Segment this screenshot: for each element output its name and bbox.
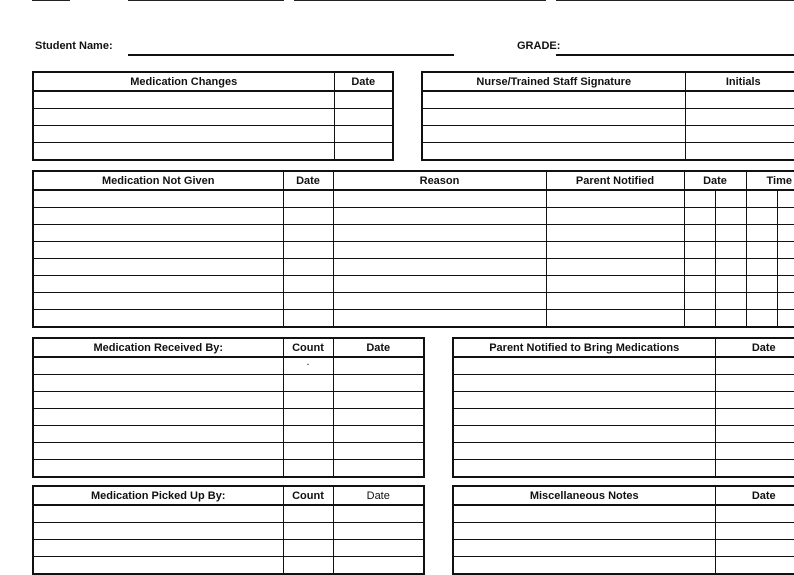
table-cell[interactable] [453,357,715,375]
table-row [422,126,794,143]
table-cell[interactable] [333,293,546,310]
table-cell[interactable] [334,109,393,126]
table-row [33,242,794,259]
table-row [33,208,794,225]
medication-picked-up-header: Medication Picked Up By: [33,486,283,505]
table-row [33,91,393,109]
table-cell[interactable] [333,208,546,225]
table-cell[interactable] [715,225,746,242]
table-header-row [33,171,794,190]
table-cell[interactable] [453,409,715,426]
table-cell[interactable] [546,293,684,310]
table-cell[interactable] [684,259,715,276]
table-cell[interactable] [33,91,334,109]
table-row [453,357,794,375]
table-cell[interactable] [684,276,715,293]
table-cell[interactable] [546,276,684,293]
table-header-row [33,486,424,505]
table-cell[interactable] [33,293,283,310]
table-cell[interactable] [33,426,283,443]
table-row [453,540,794,557]
table-cell[interactable] [715,426,794,443]
table-cell[interactable] [283,523,333,540]
table-cell[interactable] [334,143,393,161]
parent-notified-header: Parent Notified [546,171,684,190]
table-row [33,409,424,426]
table-row [453,460,794,478]
table-row [33,392,424,409]
table-cell[interactable] [453,443,715,460]
table-cell[interactable] [33,540,283,557]
table-cell[interactable] [453,392,715,409]
table-cell[interactable] [746,310,777,328]
table-cell[interactable] [685,109,794,126]
count-header: Count [283,338,333,357]
table-cell[interactable] [333,409,424,426]
medication-not-given-header: Medication Not Given [33,171,283,190]
table-cell[interactable]: . [283,357,333,375]
table-cell[interactable] [33,208,283,225]
table-cell[interactable] [715,392,794,409]
date-header: Date [333,486,424,505]
table-cell[interactable] [33,109,334,126]
table-row [33,310,794,328]
notified-date-header: Date [684,171,746,190]
table-cell[interactable] [33,523,283,540]
table-row [33,357,424,375]
table-cell[interactable] [685,143,794,161]
table-cell[interactable] [453,523,715,540]
table-row [453,557,794,575]
table-cell[interactable] [333,523,424,540]
table-cell[interactable] [33,392,283,409]
table-cell[interactable] [33,505,283,523]
table-row [33,443,424,460]
table-cell[interactable] [453,505,715,523]
table-cell[interactable] [746,242,777,259]
table-cell[interactable] [546,242,684,259]
date-header: Date [333,338,424,357]
top-rule-1 [32,0,70,1]
table-cell[interactable] [33,276,283,293]
table-row [422,143,794,161]
table-cell[interactable] [715,242,746,259]
table-header-row [33,338,424,357]
table-cell[interactable] [283,392,333,409]
table-cell[interactable] [746,259,777,276]
table-cell[interactable] [715,557,794,575]
table-cell[interactable] [283,225,333,242]
table-cell[interactable] [746,208,777,225]
nurse-signature-header: Nurse/Trained Staff Signature [422,72,685,91]
table-cell[interactable] [746,293,777,310]
table-cell[interactable] [422,126,685,143]
table-cell[interactable] [746,225,777,242]
table-row [33,109,393,126]
table-cell[interactable] [33,557,283,575]
table-cell[interactable] [715,357,794,375]
table-cell[interactable] [777,259,794,276]
table-cell[interactable] [685,126,794,143]
table-cell[interactable] [333,460,424,478]
student-name-label: Student Name: [35,40,113,52]
table-row [33,225,794,242]
table-cell[interactable] [777,276,794,293]
table-header-row [422,72,794,91]
table-cell[interactable] [33,259,283,276]
medication-picked-up-table [32,485,425,575]
table-row [453,505,794,523]
nurse-signature-table [421,71,794,161]
table-cell[interactable] [777,242,794,259]
table-cell[interactable] [333,276,546,293]
table-header-row [453,486,794,505]
table-cell[interactable] [715,523,794,540]
table-cell[interactable] [777,310,794,328]
table-cell[interactable] [283,505,333,523]
table-cell[interactable] [333,505,424,523]
time-header: Time [746,171,794,190]
date-header: Date [715,338,794,357]
table-cell[interactable] [33,126,334,143]
count-header: Count [283,486,333,505]
table-cell[interactable] [283,443,333,460]
table-cell[interactable] [746,276,777,293]
table-cell[interactable] [453,426,715,443]
table-cell[interactable] [33,357,283,375]
table-row [33,557,424,575]
date-header: Date [715,486,794,505]
table-row [422,109,794,126]
medication-received-table [32,337,425,478]
table-cell[interactable] [777,190,794,208]
table-cell[interactable] [33,143,334,161]
table-cell[interactable] [715,190,746,208]
table-cell[interactable] [684,225,715,242]
table-cell[interactable] [453,557,715,575]
table-row [33,276,794,293]
parent-notified-bring-table [452,337,794,478]
table-cell[interactable] [453,375,715,392]
table-row [453,443,794,460]
table-cell[interactable] [33,310,283,328]
top-rule-2 [128,0,284,1]
table-cell[interactable] [333,426,424,443]
table-cell[interactable] [546,225,684,242]
table-cell[interactable] [333,392,424,409]
table-cell[interactable] [715,208,746,225]
medication-not-given-table [32,170,794,328]
table-cell[interactable] [334,91,393,109]
top-rule-4 [556,0,794,1]
table-cell[interactable] [715,540,794,557]
reason-header: Reason [333,171,546,190]
table-cell[interactable] [333,540,424,557]
table-row [453,523,794,540]
table-cell[interactable] [777,225,794,242]
table-cell[interactable] [684,310,715,328]
table-cell[interactable] [283,208,333,225]
table-cell[interactable] [777,208,794,225]
table-row [422,91,794,109]
table-row [33,523,424,540]
table-row [33,540,424,557]
table-cell[interactable] [715,505,794,523]
top-rule-3 [294,0,546,1]
table-cell[interactable] [283,409,333,426]
table-cell[interactable] [33,225,283,242]
table-cell[interactable] [333,375,424,392]
parent-notified-bring-header: Parent Notified to Bring Medications [453,338,715,357]
table-cell[interactable] [33,443,283,460]
table-row [33,505,424,523]
table-cell[interactable] [333,259,546,276]
misc-notes-header: Miscellaneous Notes [453,486,715,505]
table-cell[interactable] [283,426,333,443]
table-cell[interactable] [333,443,424,460]
student-name-field[interactable] [128,54,454,56]
table-cell[interactable] [684,242,715,259]
table-cell[interactable] [546,208,684,225]
table-cell[interactable] [453,460,715,478]
table-cell[interactable] [33,242,283,259]
table-cell[interactable] [33,409,283,426]
table-cell[interactable] [422,143,685,161]
grade-label: GRADE: [517,40,561,52]
table-cell[interactable] [715,259,746,276]
medication-changes-table [32,71,394,161]
table-row [33,126,393,143]
table-row [33,190,794,208]
table-cell[interactable] [33,375,283,392]
table-row [33,426,424,443]
table-row [33,143,393,161]
table-cell[interactable] [283,310,333,328]
table-cell[interactable] [334,126,393,143]
table-cell[interactable] [283,460,333,478]
table-cell[interactable] [283,375,333,392]
table-cell[interactable] [684,190,715,208]
table-cell[interactable] [33,460,283,478]
table-header-row [453,338,794,357]
table-cell[interactable] [453,540,715,557]
table-cell[interactable] [685,91,794,109]
medication-received-header: Medication Received By: [33,338,283,357]
table-cell[interactable] [715,310,746,328]
date-header: Date [283,171,333,190]
table-cell[interactable] [283,190,333,208]
table-header-row [33,72,393,91]
table-cell[interactable] [33,190,283,208]
table-row [33,293,794,310]
table-cell[interactable] [283,242,333,259]
table-cell[interactable] [283,276,333,293]
table-cell[interactable] [715,276,746,293]
table-cell[interactable] [283,259,333,276]
grade-field[interactable] [556,54,794,56]
table-cell[interactable] [333,190,546,208]
table-cell[interactable] [715,375,794,392]
table-cell[interactable] [715,293,746,310]
table-row [33,259,794,276]
table-cell[interactable] [546,190,684,208]
table-row [453,392,794,409]
table-cell[interactable] [546,259,684,276]
table-cell[interactable] [715,460,794,478]
table-cell[interactable] [422,109,685,126]
table-cell[interactable] [546,310,684,328]
table-row [33,375,424,392]
table-cell[interactable] [333,357,424,375]
table-cell[interactable] [684,208,715,225]
table-cell[interactable] [777,293,794,310]
date-header: Date [334,72,393,91]
table-cell[interactable] [684,293,715,310]
table-cell[interactable] [746,190,777,208]
table-cell[interactable] [333,557,424,575]
table-cell[interactable] [715,443,794,460]
table-cell[interactable] [333,242,546,259]
table-cell[interactable] [283,540,333,557]
table-cell[interactable] [715,409,794,426]
table-row [453,409,794,426]
misc-notes-table [452,485,794,575]
initials-header: Initials [685,72,794,91]
table-cell[interactable] [283,293,333,310]
table-cell[interactable] [422,91,685,109]
table-row [453,426,794,443]
table-row [453,375,794,392]
table-row [33,460,424,478]
medication-changes-header: Medication Changes [33,72,334,91]
table-cell[interactable] [333,225,546,242]
table-cell[interactable] [283,557,333,575]
table-cell[interactable] [333,310,546,328]
